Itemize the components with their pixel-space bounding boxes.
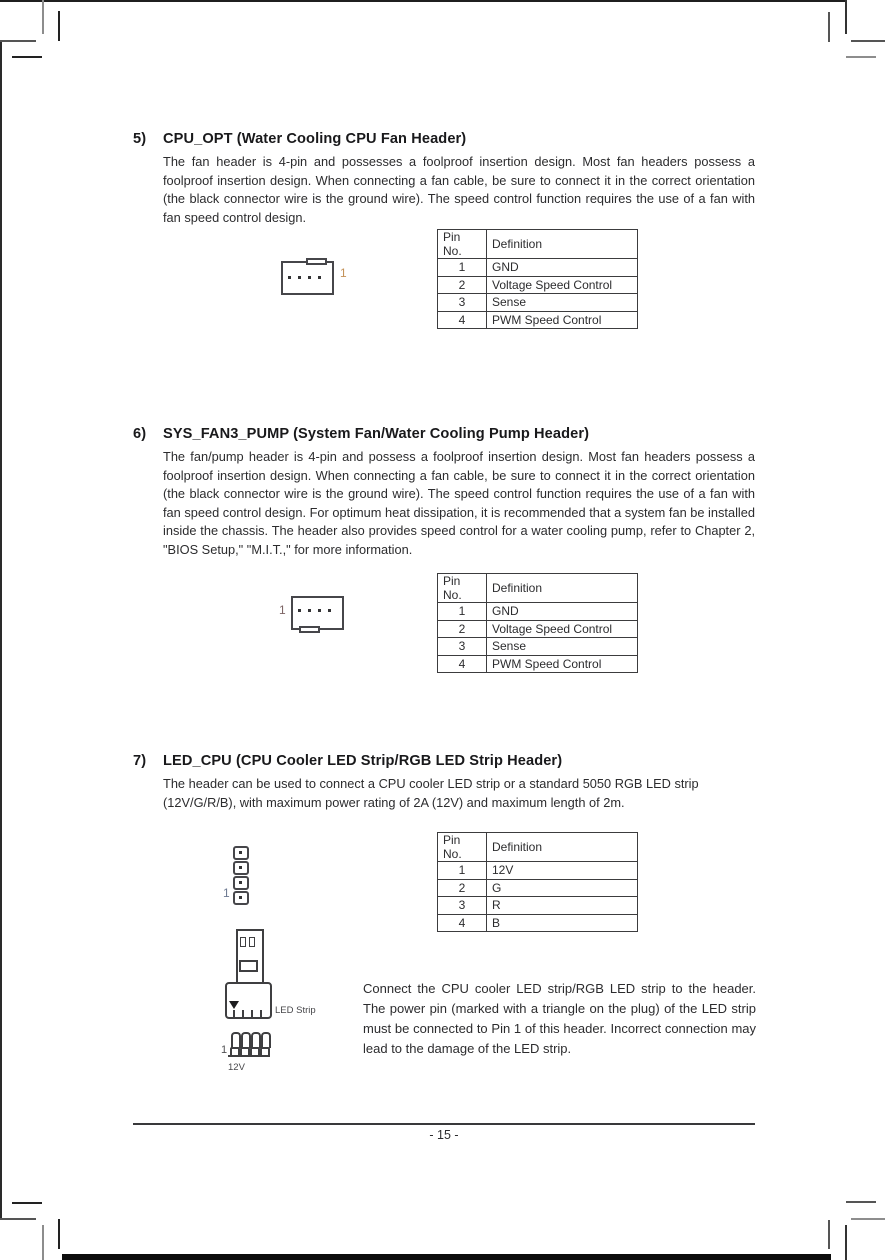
pin-no-header: Pin No.	[438, 230, 487, 259]
pin-no-cell: 1	[438, 603, 487, 621]
pin-no-header: Pin No.	[438, 574, 487, 603]
definition-cell: GND	[487, 259, 638, 277]
twelve-volt-label: 12V	[228, 1062, 245, 1073]
strip-slot	[240, 937, 246, 947]
crop-mark-tl-v1	[42, 0, 44, 34]
pin-no-cell: 4	[438, 914, 487, 932]
pin-dot	[239, 851, 242, 854]
crop-mark-br-v2	[845, 1225, 847, 1260]
pin-no-cell: 3	[438, 294, 487, 312]
header-baseline	[228, 1055, 270, 1057]
table-row	[438, 914, 638, 932]
definition-cell: GND	[487, 603, 638, 621]
power-pin-triangle-icon	[229, 1001, 239, 1009]
section-5-body: The fan header is 4-pin and possesses a foolproof insertion design. Most fan headers possess a foolproof insertion design. When connecting a fan cable, be sure to connect it in the correct orientation (the black connector wire is the ground wire). The speed control function requires the use of a fan with fan speed control design.	[163, 154, 755, 225]
table-row	[438, 638, 638, 656]
plug-pin	[242, 1010, 244, 1017]
sys-fan3-pump-pin-table	[437, 573, 638, 673]
definition-cell: Voltage Speed Control	[487, 620, 638, 638]
crop-mark-br-h2	[851, 1218, 885, 1220]
plug-pin	[251, 1010, 253, 1017]
connector-body	[291, 596, 344, 630]
header-pin-cell	[233, 891, 249, 905]
header-pin	[261, 1032, 271, 1048]
definition-cell: Sense	[487, 294, 638, 312]
led-cpu-pin-table	[437, 832, 638, 932]
pin-dot	[298, 609, 301, 612]
definition-cell: Voltage Speed Control	[487, 276, 638, 294]
section-6-title: SYS_FAN3_PUMP (System Fan/Water Cooling Pump Header)	[163, 426, 590, 442]
section-6-heading	[133, 426, 773, 442]
pin1-label: 1	[340, 266, 347, 280]
led-strip-illustration	[200, 925, 380, 1075]
sys-fan3-pump-connector-diagram	[279, 596, 344, 630]
header-pin-cell	[233, 876, 249, 890]
pin-no-cell: 3	[438, 897, 487, 915]
pin-no-cell: 4	[438, 655, 487, 673]
pin-no-cell: 2	[438, 276, 487, 294]
pin-no-cell: 1	[438, 259, 487, 277]
plug-pin	[260, 1010, 262, 1017]
definition-cell: PWM Speed Control	[487, 655, 638, 673]
pin-dot	[308, 276, 311, 279]
table-header-row	[438, 574, 638, 603]
table-row	[438, 862, 638, 880]
crop-mark-bl-v1	[42, 1225, 44, 1260]
table-row	[438, 655, 638, 673]
led-strip-label: LED Strip	[275, 1005, 316, 1016]
definition-cell: B	[487, 914, 638, 932]
crop-mark-bl-h2	[0, 1218, 36, 1220]
crop-mark-br-h1	[846, 1201, 876, 1203]
definition-header: Definition	[487, 230, 638, 259]
pin1-label: 1	[221, 1044, 228, 1056]
header-pin-cell	[233, 861, 249, 875]
crop-mark-tl-v2	[58, 11, 60, 41]
definition-cell: R	[487, 897, 638, 915]
table-row	[438, 259, 638, 277]
pin-no-cell: 1	[438, 862, 487, 880]
definition-header: Definition	[487, 574, 638, 603]
cpu-opt-connector-diagram	[281, 261, 347, 295]
crop-mark-tr-h2	[846, 56, 876, 58]
page-number: - 15 -	[429, 1128, 459, 1142]
table-row	[438, 897, 638, 915]
footer-rule	[133, 1123, 755, 1125]
crop-mark-tl-h1	[0, 40, 36, 42]
pin-dot	[239, 866, 242, 869]
table-row	[438, 294, 638, 312]
pin-dot	[328, 609, 331, 612]
crop-mark-tr-v2	[828, 12, 830, 42]
section-7-heading	[133, 753, 793, 769]
pin-no-cell: 2	[438, 879, 487, 897]
pin-no-header: Pin No.	[438, 833, 487, 862]
table-row	[438, 879, 638, 897]
section-7-title: LED_CPU (CPU Cooler LED Strip/RGB LED Strip Header)	[163, 753, 563, 769]
pin-dot	[308, 609, 311, 612]
crop-mark-bl-v2	[58, 1219, 60, 1249]
page-border-top	[0, 0, 846, 2]
definition-cell: PWM Speed Control	[487, 311, 638, 329]
led-strip-note: Connect the CPU cooler LED strip/RGB LED strip to the header. The power pin (marked with a triangle on the plug) of the LED strip must be connected to Pin 1 of this header. Incorrect connection may lead to the damage of the LED strip.	[363, 981, 756, 1056]
section-5-heading	[133, 131, 773, 147]
strip-contact-window	[239, 960, 258, 972]
table-row	[438, 311, 638, 329]
table-row	[438, 620, 638, 638]
section-5-number: 5)	[133, 131, 147, 147]
section-6-number: 6)	[133, 426, 147, 442]
header-pin	[251, 1032, 261, 1048]
header-pin-cell	[233, 846, 249, 860]
connector-notch	[306, 258, 327, 265]
section-7-body: The header can be used to connect a CPU cooler LED strip or a standard 5050 RGB LED strip (12V/G/R/B), with maximum power rating of 2A (12V) and maximum length of 2m.	[163, 776, 699, 810]
page-border-left	[0, 41, 2, 1219]
section-7-number: 7)	[133, 753, 147, 769]
table-header-row	[438, 230, 638, 259]
connector-notch	[299, 626, 320, 633]
table-row	[438, 276, 638, 294]
pin-dot	[298, 276, 301, 279]
pin-dot	[288, 276, 291, 279]
header-pin	[241, 1032, 251, 1048]
pin1-label: 1	[223, 886, 230, 900]
plug-pin	[233, 1010, 235, 1017]
pin-dot	[318, 276, 321, 279]
table-header-row	[438, 833, 638, 862]
pin1-label: 1	[279, 603, 286, 617]
definition-cell: Sense	[487, 638, 638, 656]
pin-dot	[318, 609, 321, 612]
pin-dot	[239, 881, 242, 884]
strip-slot	[249, 937, 255, 947]
table-row	[438, 603, 638, 621]
section-6-body: The fan/pump header is 4-pin and possess a foolproof insertion design. Most fan headers possess a foolproof insertion design. When connecting a fan cable, be sure to connect it in the correct orientation (the black connector wire is the ground wire). The speed control function requires the use of a fan with fan speed control design. For optimum heat dissipation, it is recommended that a system fan be installed inside the chassis. The header also provides speed control for a water cooling pump, refer to Chapter 2, "BIOS Setup," "M.I.T.," for more information.	[163, 449, 755, 557]
pin-no-cell: 3	[438, 638, 487, 656]
definition-cell: 12V	[487, 862, 638, 880]
crop-mark-tr-v1	[845, 0, 847, 34]
crop-mark-tr-h1	[851, 40, 885, 42]
header-pin	[231, 1032, 241, 1048]
pin-no-cell: 2	[438, 620, 487, 638]
definition-cell: G	[487, 879, 638, 897]
pin-no-cell: 4	[438, 311, 487, 329]
crop-mark-tl-h2	[12, 56, 42, 58]
cpu-opt-pin-table	[437, 229, 638, 329]
crop-mark-br-v1	[828, 1220, 830, 1249]
connector-body	[281, 261, 334, 295]
pin-dot	[239, 896, 242, 899]
definition-header: Definition	[487, 833, 638, 862]
page-bottom-bar	[62, 1254, 831, 1260]
led-cpu-header-diagram	[223, 846, 249, 906]
crop-mark-bl-h1	[12, 1202, 42, 1204]
section-5-title: CPU_OPT (Water Cooling CPU Fan Header)	[163, 131, 467, 147]
